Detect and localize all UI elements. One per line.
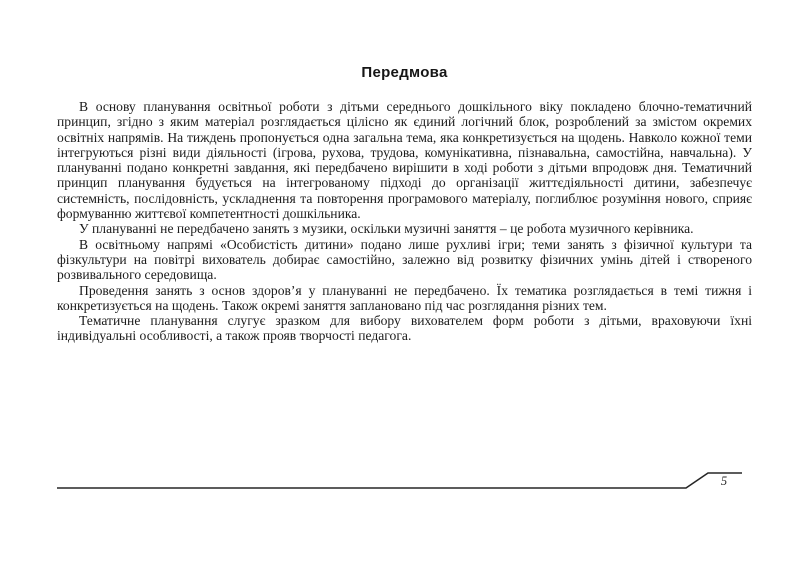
page-title: Передмова [361,64,448,81]
paragraph: В освітньому напрямі «Особистість дитини» подано лише рухливі ігри; теми занять з фізичної культури та фізкультури на повітрі вихователь добирає самостійно, залежно від розвитку фізичних умінь дітей і створеного розвивального середовища. [57,236,752,283]
page-number: 5 [720,474,728,488]
preface-text [57,99,752,344]
footer-rule [56,468,746,494]
paragraph: Проведення занять з основ здоров’я у плануванні не передбачено. Їх тематика розглядається в темі тижня і конкретизується на щодень. Також окремі заняття заплановано під час розглядання різних тем. [57,282,752,313]
paragraph: У плануванні не передбачено занять з музики, оскільки музичні заняття – це робота музичного керівника. [79,221,694,237]
paragraph: В основу планування освітньої роботи з дітьми середнього дошкільного віку покладено блочно-тематичний принцип, згідно з яким матеріал розглядається цілісно як єдиний логічний блок, розроблений за змістом окремих освітніх напрямів. На тиждень пропонується одна загальна тема, яка конкретизується на щодень. Навколо кожної теми інтегруються різні види діяльності (ігрова, рухова, трудова, комунікативна, пізнавальна, самостійна, навчальна). У плануванні подано конкретні завдання, які передбачено вирішити в ході роботи з дітьми впродовж дня. Тематичний принцип планування будується на інтегрованому підході до організації життєдіяльності дитини, забезпечує системність, послідовність, ускладнення та повторення програмового матеріалу, поглиблює розуміння нового, сприяє формуванню життєвої компетентності дошкільника. [57,99,752,222]
paragraph: Тематичне планування слугує зразком для вибору вихователем форм роботи з дітьми, враховуючи їхні індивідуальні особливості, а також прояв творчості педагога. [57,313,752,344]
